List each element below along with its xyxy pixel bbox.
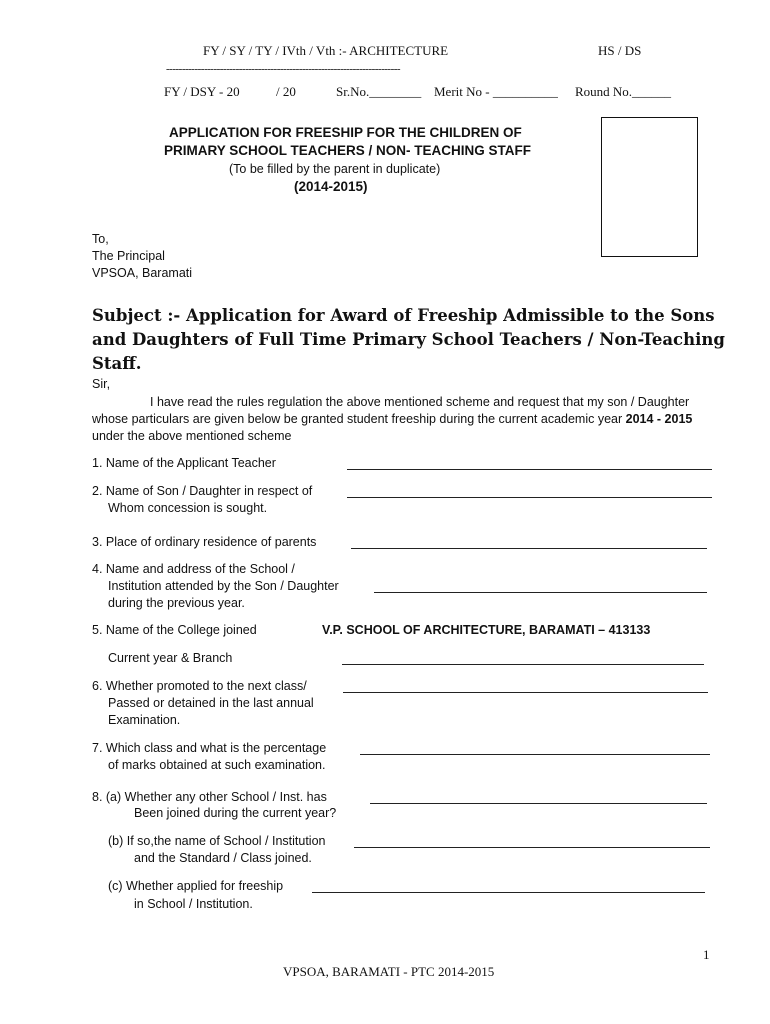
field-8a-line[interactable]: [370, 803, 707, 804]
field-8c-label: (c) Whether applied for freeship: [108, 879, 284, 893]
sr-no-field: Sr.No.________: [336, 84, 422, 99]
field-6-label: 6. Whether promoted to the next class/: [92, 679, 307, 693]
address-principal: The Principal: [92, 249, 165, 263]
field-6-line[interactable]: [343, 692, 708, 693]
round-no-field: Round No.______: [575, 84, 672, 99]
field-7-label: 7. Which class and what is the percentage: [92, 741, 327, 755]
current-year-branch-label: Current year & Branch: [108, 651, 233, 665]
hs-ds-label: HS / DS: [598, 43, 642, 58]
field-8a-sublabel: Been joined during the current year?: [134, 806, 337, 820]
field-2-label: 2. Name of Son / Daughter in respect of: [92, 484, 313, 498]
body-part-1: I have read the rules regulation the above mentioned scheme and request that my son / Daughter whose particulars are given below be granted student freeship during the current academic year: [92, 395, 690, 426]
field-4-sublabel-1: Institution attended by the Son / Daughter: [108, 579, 339, 593]
field-6-sublabel-2: Examination.: [108, 713, 181, 727]
subject-line: Subject :- Application for Award of Freeship Admissible to the Sons and Daughters of Full Time Primary School Teachers / Non-Teaching Staff.: [92, 306, 725, 373]
body-part-2: under the above mentioned scheme: [92, 429, 292, 443]
field-5-label: 5. Name of the College joined: [92, 623, 257, 637]
header-divider: --------------------------------------------------------------------------: [166, 63, 401, 75]
address-to: To,: [92, 232, 109, 246]
field-2-line[interactable]: [347, 497, 712, 498]
field-5-value: V.P. SCHOOL OF ARCHITECTURE, BARAMATI – 413133: [322, 623, 651, 637]
field-8a-label: 8. (a) Whether any other School / Inst. has: [92, 790, 327, 804]
course-line: FY / SY / TY / IVth / Vth :- ARCHITECTURE: [203, 43, 449, 58]
field-2-sublabel: Whom concession is sought.: [108, 501, 268, 515]
field-7-line[interactable]: [360, 754, 710, 755]
salutation: Sir,: [92, 377, 111, 391]
field-8b-line[interactable]: [354, 847, 710, 848]
field-7-sublabel: of marks obtained at such examination.: [108, 758, 326, 772]
title-line-1: APPLICATION FOR FREESHIP FOR THE CHILDREN OF: [169, 125, 522, 140]
field-1-label: 1. Name of the Applicant Teacher: [92, 456, 276, 470]
field-1-line[interactable]: [347, 469, 712, 470]
year-slash: / 20: [276, 84, 296, 99]
field-3-line[interactable]: [351, 548, 707, 549]
page-number: 1: [703, 947, 710, 962]
field-8c-line[interactable]: [312, 892, 705, 893]
photo-box: [601, 117, 698, 257]
body-year: 2014 - 2015: [625, 412, 693, 426]
field-8c-sublabel: in School / Institution.: [134, 897, 253, 911]
merit-no-field: Merit No - __________: [434, 84, 558, 99]
footer-text: VPSOA, BARAMATI - PTC 2014-2015: [283, 964, 495, 979]
field-4-line[interactable]: [374, 592, 707, 593]
field-8b-sublabel: and the Standard / Class joined.: [134, 851, 312, 865]
body-paragraph: [92, 394, 712, 445]
field-3-label: 3. Place of ordinary residence of parents: [92, 535, 317, 549]
address-college: VPSOA, Baramati: [92, 266, 193, 280]
fy-dsy-year: FY / DSY - 20: [164, 84, 240, 99]
field-4-label: 4. Name and address of the School /: [92, 562, 295, 576]
field-6-sublabel-1: Passed or detained in the last annual: [108, 696, 314, 710]
title-year: (2014-2015): [294, 179, 368, 194]
title-line-2: PRIMARY SCHOOL TEACHERS / NON- TEACHING STAFF: [164, 143, 532, 158]
field-8b-label: (b) If so,the name of School / Institution: [108, 834, 326, 848]
field-4-sublabel-2: during the previous year.: [108, 596, 245, 610]
title-note: (To be filled by the parent in duplicate): [229, 162, 441, 176]
current-year-branch-line[interactable]: [342, 664, 704, 665]
